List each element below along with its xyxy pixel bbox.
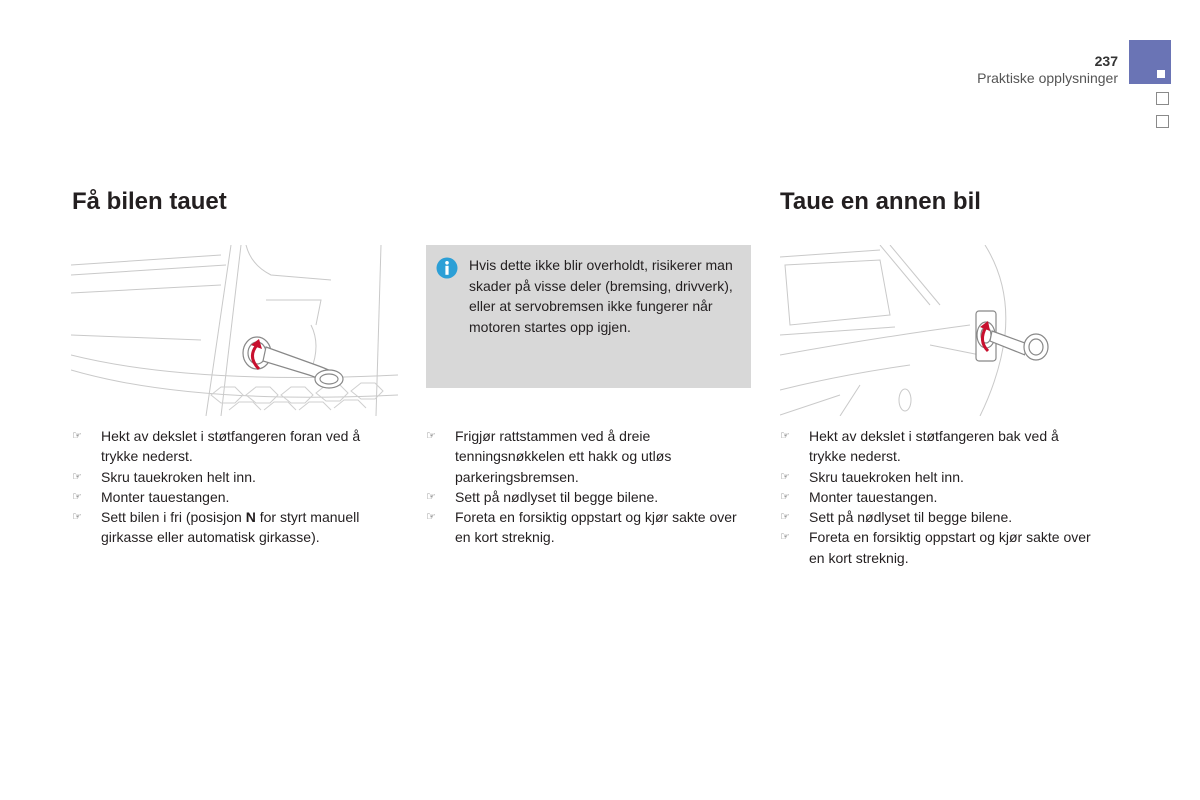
pointing-hand-icon: ☞	[426, 429, 436, 442]
page-number: 237	[1094, 53, 1118, 69]
list-item: ☞ Skru tauekroken helt inn.	[780, 467, 1100, 487]
list-item: ☞ Monter tauestangen.	[780, 487, 1100, 507]
pointing-hand-icon: ☞	[72, 429, 82, 442]
front-tow-hook-illustration	[71, 245, 398, 416]
info-box	[426, 245, 751, 388]
rear-tow-hook-ring	[1022, 325, 1052, 365]
pointing-hand-icon: ☞	[780, 429, 790, 442]
towing-general-steps	[426, 426, 752, 548]
info-text: Hvis dette ikke blir overholdt, risikerer man skader på visse deler (bremsing, drivverk), eller at servobremsen ikke fungerer når motoren startes opp igjen.	[469, 257, 733, 335]
section-title-front-towing: Få bilen tauet	[72, 188, 227, 215]
square-icon	[1156, 92, 1169, 105]
list-item: ☞ Sett på nødlyset til begge bilene.	[426, 487, 752, 507]
pointing-hand-icon: ☞	[72, 469, 82, 483]
list-item: ☞ Sett på nødlyset til begge bilene.	[780, 507, 1100, 527]
info-icon	[436, 257, 458, 279]
list-item: ☞ Foreta en forsiktig oppstart og kjør sakte over en kort streknig.	[426, 509, 737, 546]
pointing-hand-icon: ☞	[72, 489, 82, 503]
pointing-hand-icon: ☞	[780, 530, 790, 544]
rear-tow-hook-illustration	[780, 245, 1025, 416]
pointing-hand-icon: ☞	[426, 489, 436, 503]
pointing-hand-icon: ☞	[426, 510, 436, 524]
list-item: ☞ Sett bilen i fri (posisjon N for styrt manuell girkasse eller automatisk girkasse).	[72, 509, 360, 546]
tow-other-car-steps	[780, 426, 1100, 568]
square-icon	[1156, 115, 1169, 128]
pointing-hand-icon: ☞	[780, 489, 790, 503]
list-item: ☞ Monter tauestangen.	[72, 487, 398, 507]
chapter-tab	[1129, 40, 1171, 84]
chapter-title: Praktiske opplysninger	[977, 70, 1118, 86]
pointing-hand-icon: ☞	[780, 510, 790, 524]
active-square-icon	[1157, 70, 1165, 78]
pointing-hand-icon: ☞	[780, 469, 790, 483]
list-item: ☞ Hekt av dekslet i støtfangeren foran ved å trykke nederst.	[72, 428, 361, 465]
list-item: ☞ Foreta en forsiktig oppstart og kjør sakte over en kort streknig.	[780, 529, 1091, 566]
list-item: ☞ Skru tauekroken helt inn.	[72, 467, 398, 487]
front-towing-steps	[72, 426, 398, 548]
list-item: ☞ Frigjør rattstammen ved å dreie tenningsnøkkelen ett hakk og utløs parkeringsbremsen.	[426, 428, 672, 485]
gear-position-n: N	[245, 509, 256, 526]
list-item: ☞ Hekt av dekslet i støtfangeren bak ved å trykke nederst.	[780, 428, 1059, 465]
pointing-hand-icon: ☞	[72, 510, 82, 524]
section-title-tow-other-car: Taue en annen bil	[780, 188, 981, 215]
